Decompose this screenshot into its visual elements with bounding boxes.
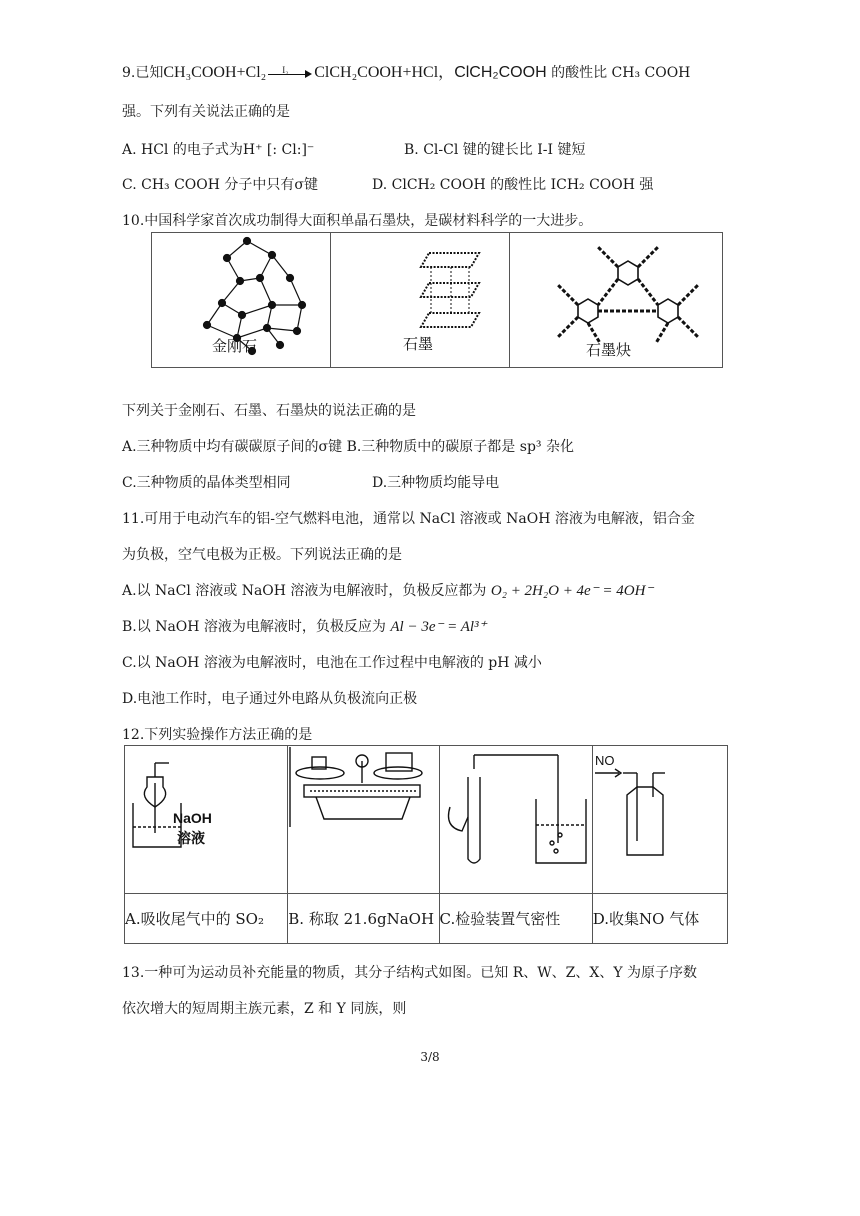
q10-stem: 10.中国科学家首次成功制得大面积单晶石墨炔，是碳材料科学的一大进步。 <box>122 213 593 229</box>
q11-option-b: B.以 NaOH 溶液为电解液时，负极反应为 Al − 3e⁻ = Al³⁺ <box>122 619 487 635</box>
apparatus-c-caption: C.检验装置气密性 <box>439 910 561 928</box>
q13-line1: 13.一种可为运动员补充能量的物质，其分子结构式如图。已知 R、W、Z、X、Y 为原子序数 <box>122 965 698 981</box>
q13-line2: 依次增大的短周期主族元素，Z 和 Y 同族，则 <box>122 1001 407 1017</box>
q11-option-a-equation: O₂ + 2H₂O + 4e⁻ = 4OH⁻ <box>490 583 654 599</box>
apparatus-a-cell <box>125 746 288 894</box>
airtightness-test-icon <box>440 747 592 893</box>
q9-option-b: B. Cl-Cl 键的键长比 I-I 键短 <box>404 142 586 158</box>
apparatus-c-caption-cell <box>439 894 592 944</box>
q10-structure-table <box>151 232 723 368</box>
q9-equation-rhs: ClCH₂COOH+HCl， <box>314 64 455 81</box>
q11-line1: 11.可用于电动汽车的铝-空气燃料电池，通常以 NaCl 溶液或 NaOH 溶液为电解液，铝合金 <box>122 511 695 527</box>
q10-question: 下列关于金刚石、石墨、石墨炔的说法正确的是 <box>122 403 416 419</box>
graphite-cell <box>331 233 510 368</box>
reaction-arrow-icon: I₂ <box>268 66 312 80</box>
q12-apparatus-table <box>124 745 728 944</box>
q11-option-c: C.以 NaOH 溶液为电解液时，电池在工作过程中电解液的 pH 减小 <box>122 655 542 671</box>
graphdiyne-cell <box>510 233 723 368</box>
q9-line1: 9.已知CH₃COOH+Cl₂ I₂ ClCH₂COOH+HCl，ClCH₂COOH 的酸性比 CH₃ COOH <box>122 64 691 81</box>
apparatus-b-caption: B. 称取 21.6gNaOH <box>288 910 435 928</box>
apparatus-d-cell <box>592 746 727 894</box>
apparatus-d-caption: D.收集NO 气体 <box>592 910 700 928</box>
naoh-label: NaOH <box>173 810 212 826</box>
q9-option-c: C. CH₃ COOH 分子中只有σ键 <box>122 177 318 193</box>
apparatus-b-cell <box>288 746 439 894</box>
graphite-caption: 石墨 <box>403 335 434 353</box>
graphdiyne-caption: 石墨炔 <box>586 341 632 359</box>
diamond-structure-icon <box>152 233 330 367</box>
apparatus-b-caption-cell <box>288 894 439 944</box>
q11-option-a: A.以 NaCl 溶液或 NaOH 溶液为电解液时，负极反应都为 O₂ + 2H₂O + 4e⁻ = 4OH⁻ <box>122 583 654 599</box>
q12-stem: 12.下列实验操作方法正确的是 <box>122 727 313 743</box>
graphite-structure-icon <box>331 233 509 367</box>
apparatus-c-cell <box>439 746 592 894</box>
apparatus-a-caption-cell <box>125 894 288 944</box>
solution-label: 溶液 <box>177 831 205 847</box>
graphdiyne-structure-icon <box>510 233 722 367</box>
q9-line2: 强。下列有关说法正确的是 <box>122 104 290 120</box>
apparatus-d-caption-cell <box>592 894 727 944</box>
q10-option-d: D.三种物质均能导电 <box>372 475 500 491</box>
diamond-cell <box>152 233 331 368</box>
q10-option-ab: A.三种物质中均有碳碳原子间的σ键 B.三种物质中的碳原子都是 sp³ 杂化 <box>122 439 574 455</box>
balance-icon <box>288 747 438 893</box>
absorption-flask-icon <box>125 747 287 893</box>
no-label: NO <box>594 753 615 768</box>
apparatus-a-caption: A.吸收尾气中的 SO₂ <box>125 910 264 928</box>
gas-collection-bottle-icon <box>593 747 727 893</box>
q9-equation-lhs: CH₃COOH+Cl₂ <box>163 64 267 81</box>
q9-option-d: D. ClCH₂ COOH 的酸性比 ICH₂ COOH 强 <box>372 177 654 193</box>
q11-option-d: D.电池工作时，电子通过外电路从负极流向正极 <box>122 691 418 707</box>
q9-option-a: A. HCl 的电子式为H⁺ [: Cl:]⁻ <box>122 142 315 158</box>
q11-option-b-equation: Al − 3e⁻ = Al³⁺ <box>390 619 487 635</box>
q11-line2: 为负极，空气电极为正极。下列说法正确的是 <box>122 547 402 563</box>
page-number: 3/8 <box>420 1050 440 1064</box>
q10-option-c: C.三种物质的晶体类型相同 <box>122 475 291 491</box>
diamond-caption: 金刚石 <box>212 337 258 355</box>
